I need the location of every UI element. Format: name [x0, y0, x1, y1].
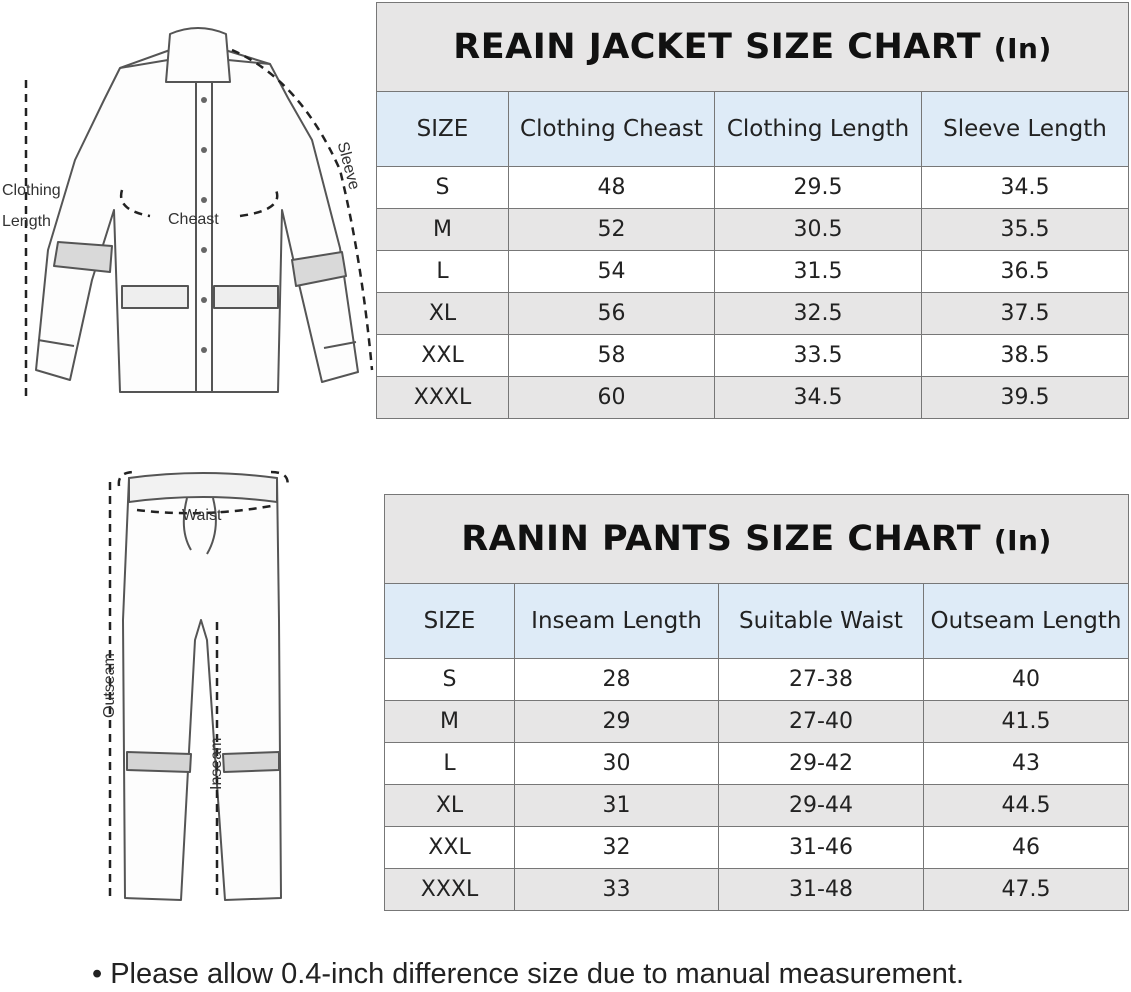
waist-cell: 27-40: [719, 701, 924, 743]
pants-illustration: [95, 470, 300, 910]
table-row: [385, 827, 1129, 869]
cheast-label: Cheast: [168, 211, 219, 228]
table-row: [385, 743, 1129, 785]
inseam-cell: 32: [515, 827, 719, 869]
table-row: [377, 251, 1129, 293]
inseam-cell: 28: [515, 659, 719, 701]
sleeve-cell: 34.5: [922, 167, 1129, 209]
jacket-header-length: Clothing Length: [715, 92, 922, 167]
table-row: [377, 209, 1129, 251]
length-cell: 30.5: [715, 209, 922, 251]
chest-cell: 56: [509, 293, 715, 335]
size-cell: S: [385, 659, 515, 701]
table-row: [385, 785, 1129, 827]
inseam-cell: 30: [515, 743, 719, 785]
pants-chart-title: [385, 495, 1129, 584]
size-cell: M: [385, 701, 515, 743]
pants-title-text: RANIN PANTS SIZE CHART: [461, 519, 982, 559]
length-cell: 33.5: [715, 335, 922, 377]
pants-unit-text: (In): [993, 524, 1052, 557]
pants-header-outseam: Outseam Length: [924, 584, 1129, 659]
length-cell: 34.5: [715, 377, 922, 419]
size-cell: XXXL: [377, 377, 509, 419]
length-cell: 29.5: [715, 167, 922, 209]
inseam-label: Inseam: [208, 737, 225, 790]
length-cell: 32.5: [715, 293, 922, 335]
clothing-length-label-2: Length: [2, 213, 51, 230]
pants-header-size: SIZE: [385, 584, 515, 659]
waist-cell: 29-44: [719, 785, 924, 827]
size-cell: XXL: [377, 335, 509, 377]
outseam-cell: 46: [924, 827, 1129, 869]
jacket-chart-title: [377, 3, 1129, 92]
chest-cell: 48: [509, 167, 715, 209]
chest-cell: 58: [509, 335, 715, 377]
inseam-cell: 31: [515, 785, 719, 827]
size-cell: XXXL: [385, 869, 515, 911]
table-row: [377, 167, 1129, 209]
pants-header-waist: Suitable Waist: [719, 584, 924, 659]
jacket-title-text: REAIN JACKET SIZE CHART: [453, 27, 982, 67]
size-cell: L: [377, 251, 509, 293]
size-cell: S: [377, 167, 509, 209]
pants-header-inseam: Inseam Length: [515, 584, 719, 659]
sleeve-label: Sleeve: [333, 140, 363, 192]
outseam-cell: 47.5: [924, 869, 1129, 911]
size-cell: M: [377, 209, 509, 251]
table-row: [385, 659, 1129, 701]
outseam-cell: 44.5: [924, 785, 1129, 827]
jacket-header-chest: Clothing Cheast: [509, 92, 715, 167]
waist-cell: 31-48: [719, 869, 924, 911]
table-row: [385, 869, 1129, 911]
table-row: [377, 335, 1129, 377]
sleeve-cell: 37.5: [922, 293, 1129, 335]
chest-cell: 60: [509, 377, 715, 419]
chest-cell: 52: [509, 209, 715, 251]
size-cell: L: [385, 743, 515, 785]
size-cell: XXL: [385, 827, 515, 869]
waist-cell: 31-46: [719, 827, 924, 869]
length-cell: 31.5: [715, 251, 922, 293]
pants-header-row: [385, 584, 1129, 659]
jacket-header-row: [377, 92, 1129, 167]
clothing-length-label-1: Clothing: [2, 182, 61, 199]
sleeve-cell: 39.5: [922, 377, 1129, 419]
pants-drawing: [95, 470, 300, 910]
sleeve-cell: 35.5: [922, 209, 1129, 251]
size-cell: XL: [377, 293, 509, 335]
waist-cell: 29-42: [719, 743, 924, 785]
table-row: [377, 293, 1129, 335]
outseam-label: Outseam: [101, 653, 118, 718]
chest-cell: 54: [509, 251, 715, 293]
jacket-header-sleeve: Sleeve Length: [922, 92, 1129, 167]
sleeve-cell: 38.5: [922, 335, 1129, 377]
table-row: [377, 377, 1129, 419]
jacket-header-size: SIZE: [377, 92, 509, 167]
outseam-cell: 43: [924, 743, 1129, 785]
sleeve-cell: 36.5: [922, 251, 1129, 293]
pants-size-table: [384, 494, 1129, 911]
measurement-note: • Please allow 0.4-inch difference size due to manual measurement.: [92, 958, 965, 990]
inseam-cell: 29: [515, 701, 719, 743]
table-row: [385, 701, 1129, 743]
outseam-cell: 40: [924, 659, 1129, 701]
jacket-size-table: [376, 2, 1129, 419]
inseam-cell: 33: [515, 869, 719, 911]
jacket-unit-text: (In): [993, 32, 1052, 65]
waist-label: Waist: [182, 507, 222, 524]
waist-cell: 27-38: [719, 659, 924, 701]
outseam-cell: 41.5: [924, 701, 1129, 743]
size-cell: XL: [385, 785, 515, 827]
